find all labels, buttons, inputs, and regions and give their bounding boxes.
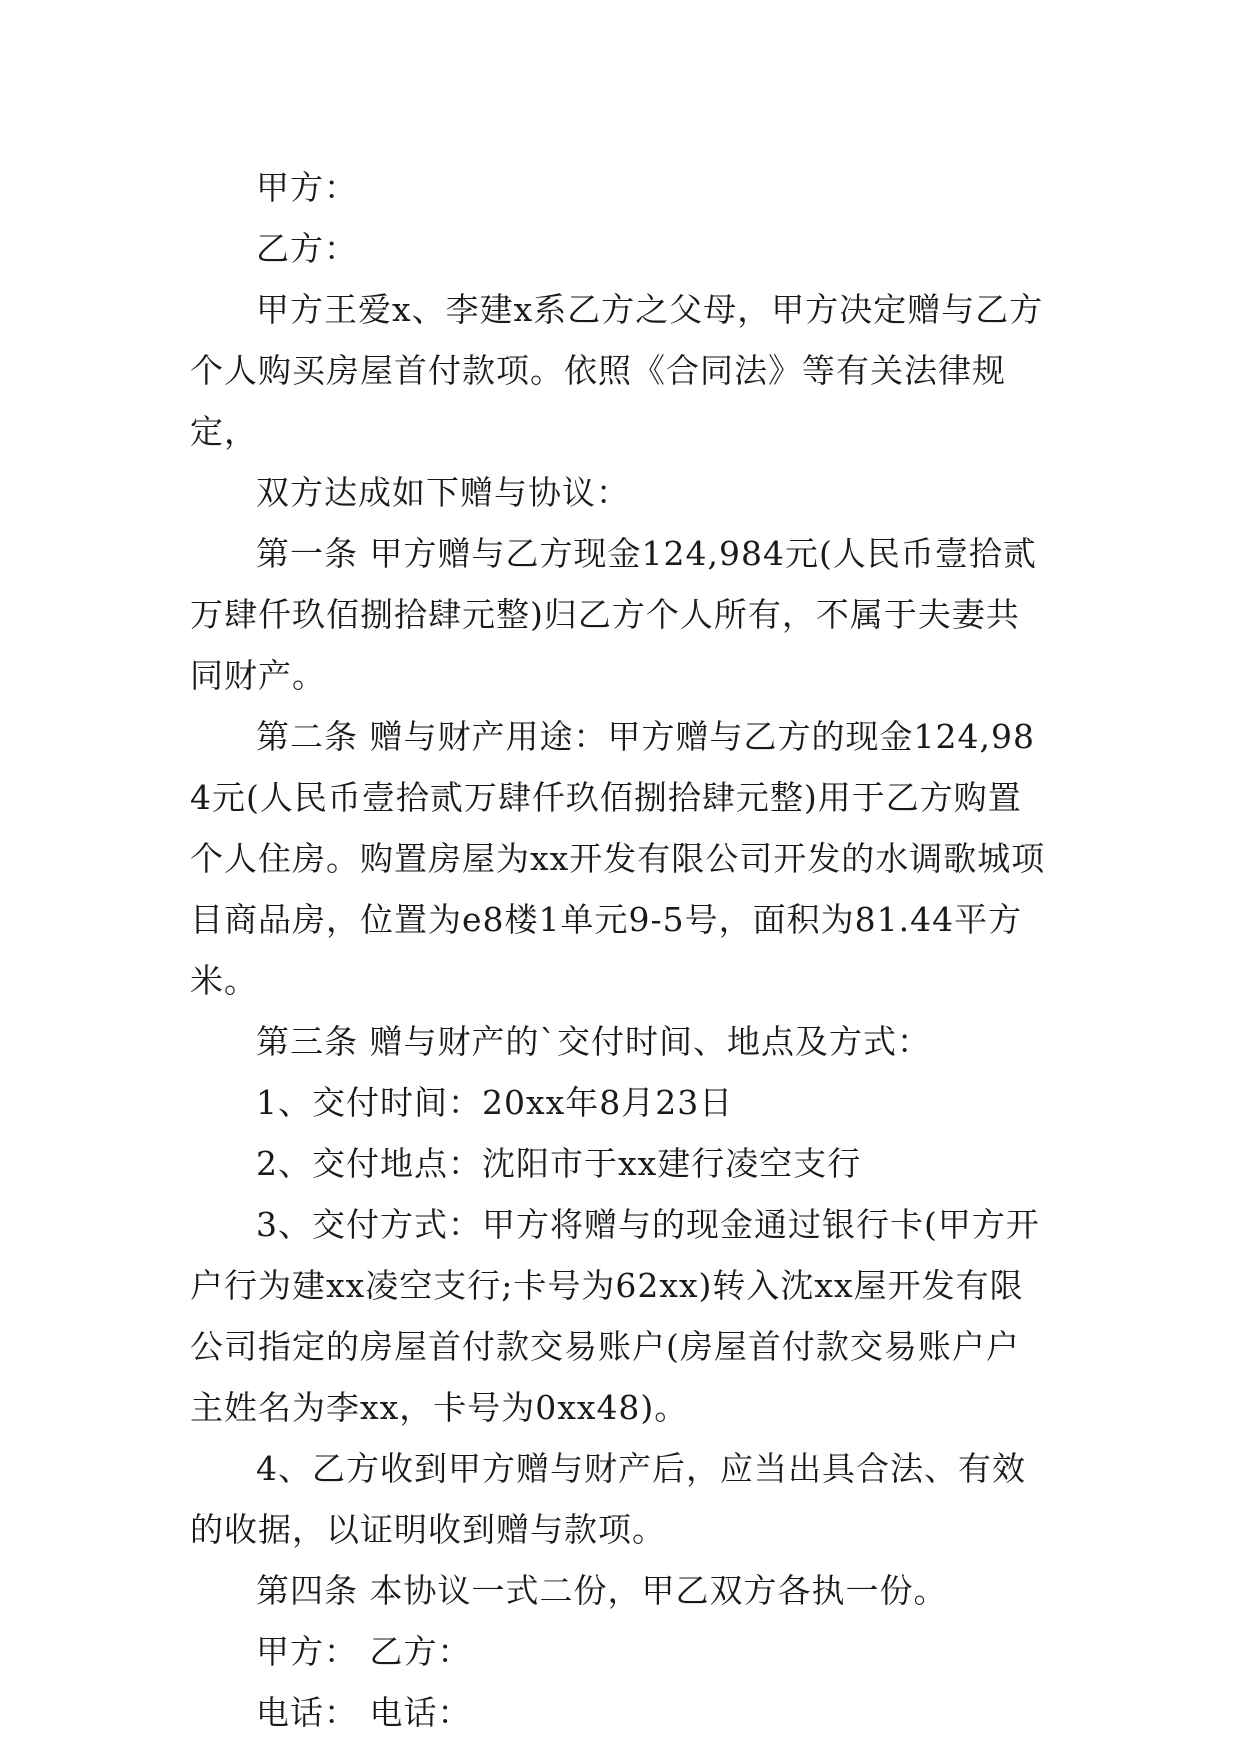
phone-line: 电话： 电话： (256, 1693, 472, 1732)
article-1: 第一条 甲方赠与乙方现金124,984元(人民币壹拾贰万肆仟玖佰捌拾肆元整)归乙方个人所有，不属于夫妻共同财产。 (190, 534, 1037, 695)
article-3-item-4: 4、乙方收到甲方赠与财产后，应当出具合法、有效的收据，以证明收到赠与款项。 (190, 1449, 1026, 1549)
signature-line: 甲方： 乙方： (256, 1632, 472, 1671)
article-3-item-2: 2、交付地点：沈阳市于xx建行凌空支行 (256, 1144, 862, 1183)
article-3-heading: 第三条 赠与财产的`交付时间、地点及方式： (256, 1022, 931, 1061)
document-body (190, 157, 1050, 1743)
article-2: 第二条 赠与财产用途：甲方赠与乙方的现金124,984元(人民币壹拾贰万肆仟玖佰捌拾肆元整)用于乙方购置个人住房。购置房屋为xx开发有限公司开发的水调歌城项目商品房，位置为e8楼1单元9-5号，面积为81.44平方米。 (190, 717, 1046, 1000)
article-4: 第四条 本协议一式二份，甲乙双方各执一份。 (256, 1571, 948, 1610)
agreement-lead: 双方达成如下赠与协议： (256, 473, 630, 512)
article-3-item-1: 1、交付时间：20xx年8月23日 (256, 1083, 734, 1122)
article-3-item-3: 3、交付方式：甲方将赠与的现金通过银行卡(甲方开户行为建xx凌空支行;卡号为62xx)转入沈xx屋开发有限公司指定的房屋首付款交易账户(房屋首付款交易账户户主姓名为李xx，卡号为0xx48)。 (190, 1205, 1040, 1427)
intro-paragraph: 甲方王爱x、李建x系乙方之父母，甲方决定赠与乙方个人购买房屋首付款项。依照《合同法》等有关法律规定， (190, 290, 1044, 451)
party-b-label: 乙方： (256, 229, 358, 268)
party-a-label: 甲方： (256, 168, 358, 207)
